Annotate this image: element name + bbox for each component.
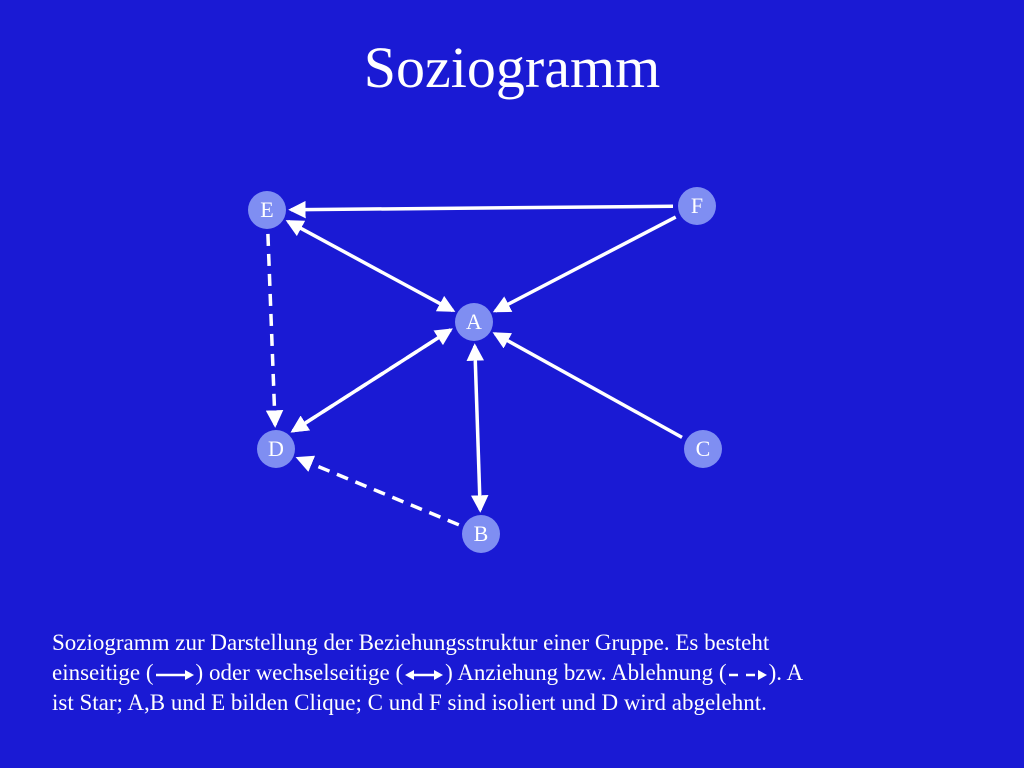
node-label: E	[260, 197, 274, 222]
node-c	[684, 430, 722, 468]
caption-line-1: Soziogramm zur Darstellung der Beziehungsstruktur einer Gruppe. Es besteht	[52, 630, 770, 655]
dashed-arrow-icon	[727, 667, 769, 683]
node-label: F	[690, 193, 704, 218]
caption-text-end: ). A	[768, 660, 804, 685]
node-a	[455, 303, 493, 341]
node-d	[257, 430, 295, 468]
node-label: D	[268, 436, 284, 461]
edge-a-b	[475, 346, 480, 510]
node-label: A	[466, 309, 482, 334]
edge-c-a	[495, 334, 682, 438]
edge-b-d	[298, 458, 459, 525]
slide-title: Soziogramm	[363, 35, 661, 100]
mutual-arrow-icon	[403, 667, 445, 683]
edges-layer	[268, 206, 682, 525]
edge-f-a	[495, 217, 675, 311]
node-label: C	[695, 436, 711, 461]
node-e	[248, 191, 286, 229]
edge-f-e	[291, 206, 673, 210]
one-way-arrow-icon	[154, 667, 196, 683]
caption	[52, 628, 952, 718]
node-b	[462, 515, 500, 553]
node-label: B	[473, 521, 489, 546]
caption-text-rejection: ) Anziehung bzw. Ablehnung (	[445, 660, 727, 685]
edge-e-d	[268, 234, 275, 425]
caption-text-one-way: einseitige (	[52, 660, 154, 685]
node-f	[678, 187, 716, 225]
nodes-layer	[248, 187, 722, 553]
caption-line-2	[52, 658, 952, 688]
edge-a-e	[288, 221, 453, 310]
caption-line-3: ist Star; A,B und E bilden Clique; C und F sind isoliert und D wird abgelehnt.	[52, 690, 767, 715]
caption-text-mutual: ) oder wechselseitige (	[195, 660, 404, 685]
